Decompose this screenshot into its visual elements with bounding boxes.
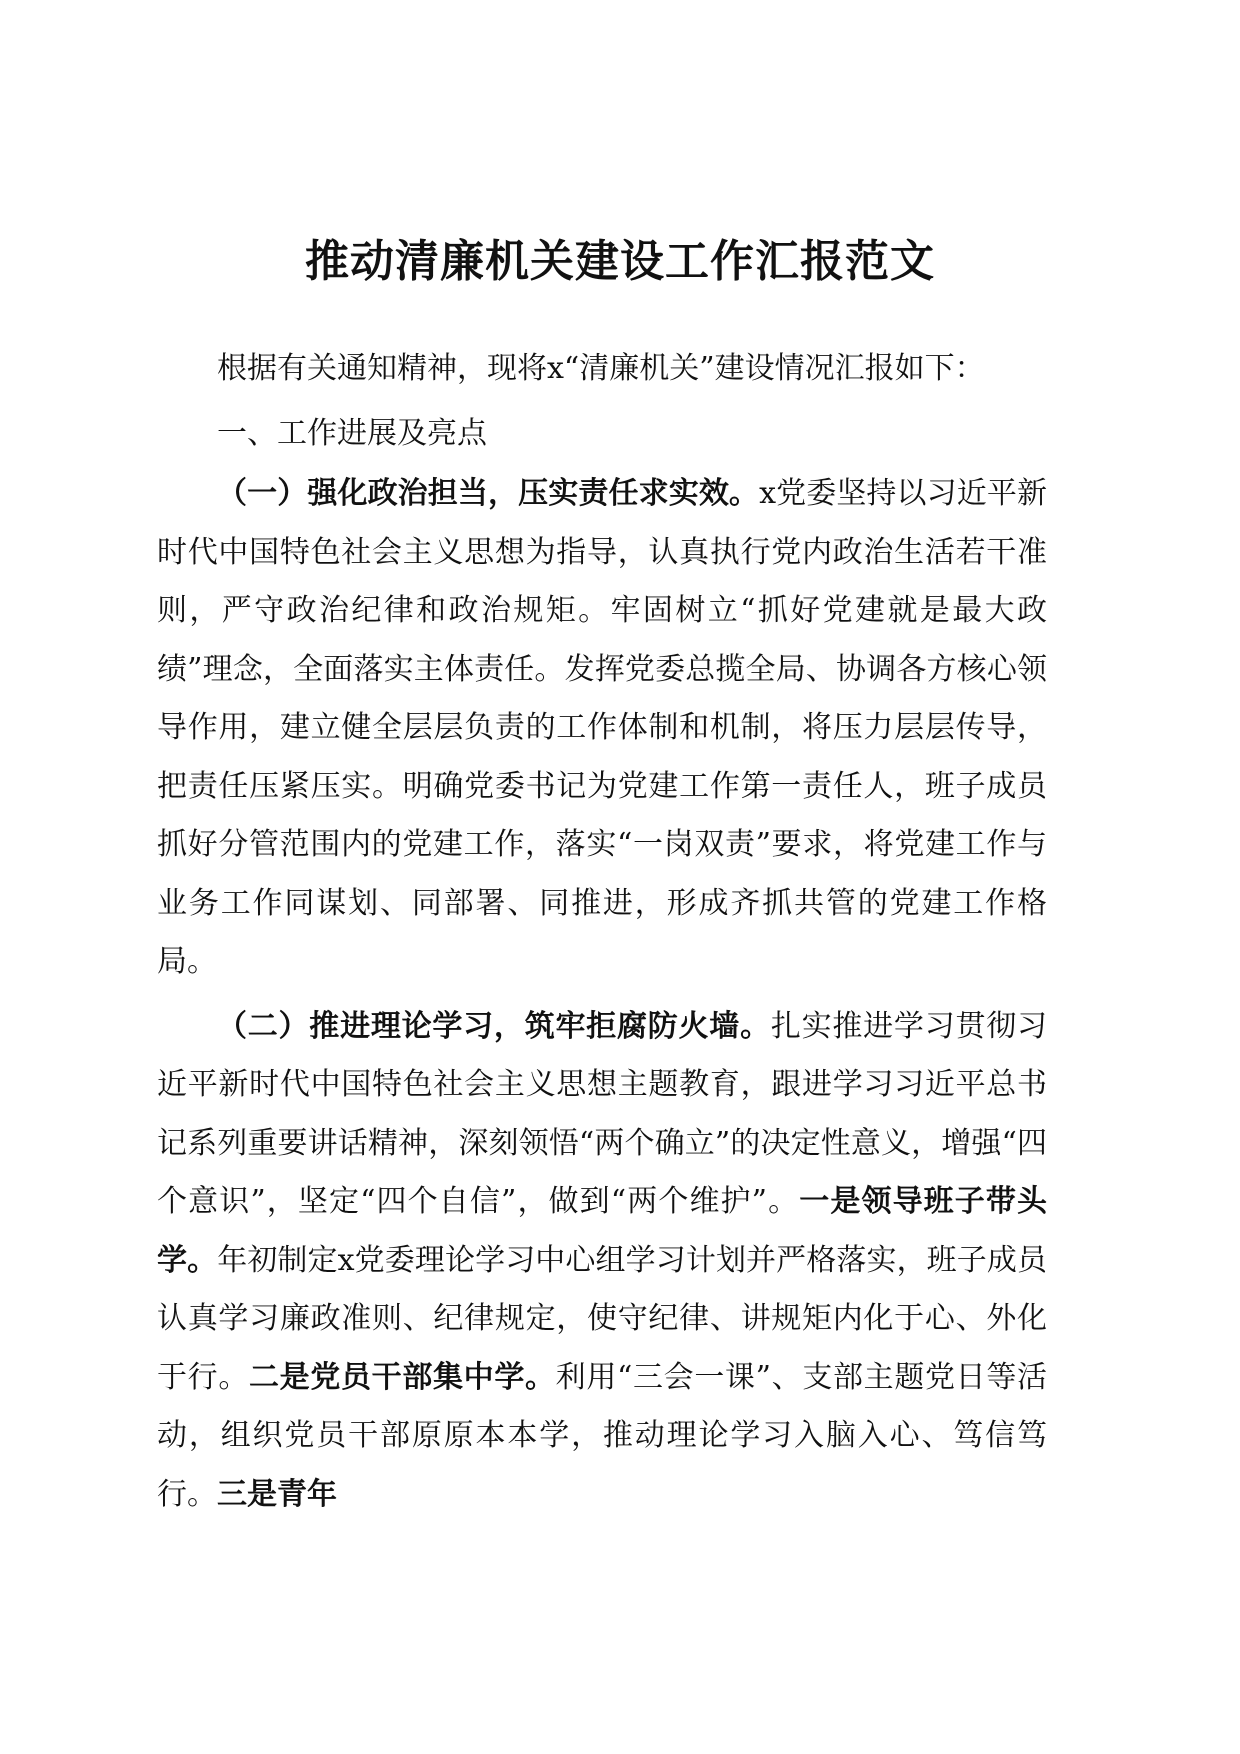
intro-paragraph: 根据有关通知精神，现将x“清廉机关”建设情况汇报如下： bbox=[217, 351, 985, 386]
section-heading: 一、工作进展及亮点 bbox=[217, 415, 487, 451]
paragraph-2-text-1: 扎实推进学习贯彻习近平新时代中国特色社会主义思想主题教育，跟进学习习近平总书记系列重要讲话精神，深刻领悟“两个确立”的决定性意义，增强“四个意识”，坚定“四个自信”，做到“两个维护”。 bbox=[157, 1008, 1048, 1219]
document-body bbox=[157, 340, 1047, 1524]
paragraph-2-point-3: 三是青年 bbox=[217, 1476, 337, 1512]
paragraph-2-point-2: 二是党员干部集中学。 bbox=[249, 1359, 556, 1395]
paragraph-2-text-3: 利用“三会一课”、支部主题党日等活动，组织党员干部原原本本学，推动理论学习入脑入心、笃信笃行。 bbox=[157, 1359, 1048, 1512]
paragraph-1-text: x党委坚持以习近平新时代中国特色社会主义思想为指导，认真执行党内政治生活若干准则，严守政治纪律和政治规矩。牢固树立“抓好党建就是最大政绩”理念，全面落实主体责任。发挥党委总揽全局、协调各方核心领导作用，建立健全层层负责的工作体制和机制，将压力层层传导，把责任压紧压实。明确党委书记为党建工作第一责任人，班子成员抓好分管范围内的党建工作，落实“一岗双责”要求，将党建工作与业务工作同谋划、同部署、同推进，形成齐抓共管的党建工作格局。 bbox=[157, 476, 1048, 979]
paragraph-2-lead: （二）推进理论学习，筑牢拒腐防火墙。 bbox=[217, 1008, 771, 1044]
paragraph-2 bbox=[157, 992, 1047, 1525]
paragraph-1-lead: （一）强化政治担当，压实责任求实效。 bbox=[217, 476, 760, 511]
document-title: 推动清廉机关建设工作汇报范文 bbox=[305, 236, 935, 287]
paragraph-2-text-2: 年初制定x党委理论学习中心组学习计划并严格落实，班子成员认真学习廉政准则、纪律规定，使守纪律、讲规矩内化于心、外化于行。 bbox=[157, 1242, 1048, 1395]
paragraph-2-point-1: 一是领导班子带头学。 bbox=[157, 1184, 1048, 1278]
paragraph-1 bbox=[157, 465, 1047, 992]
